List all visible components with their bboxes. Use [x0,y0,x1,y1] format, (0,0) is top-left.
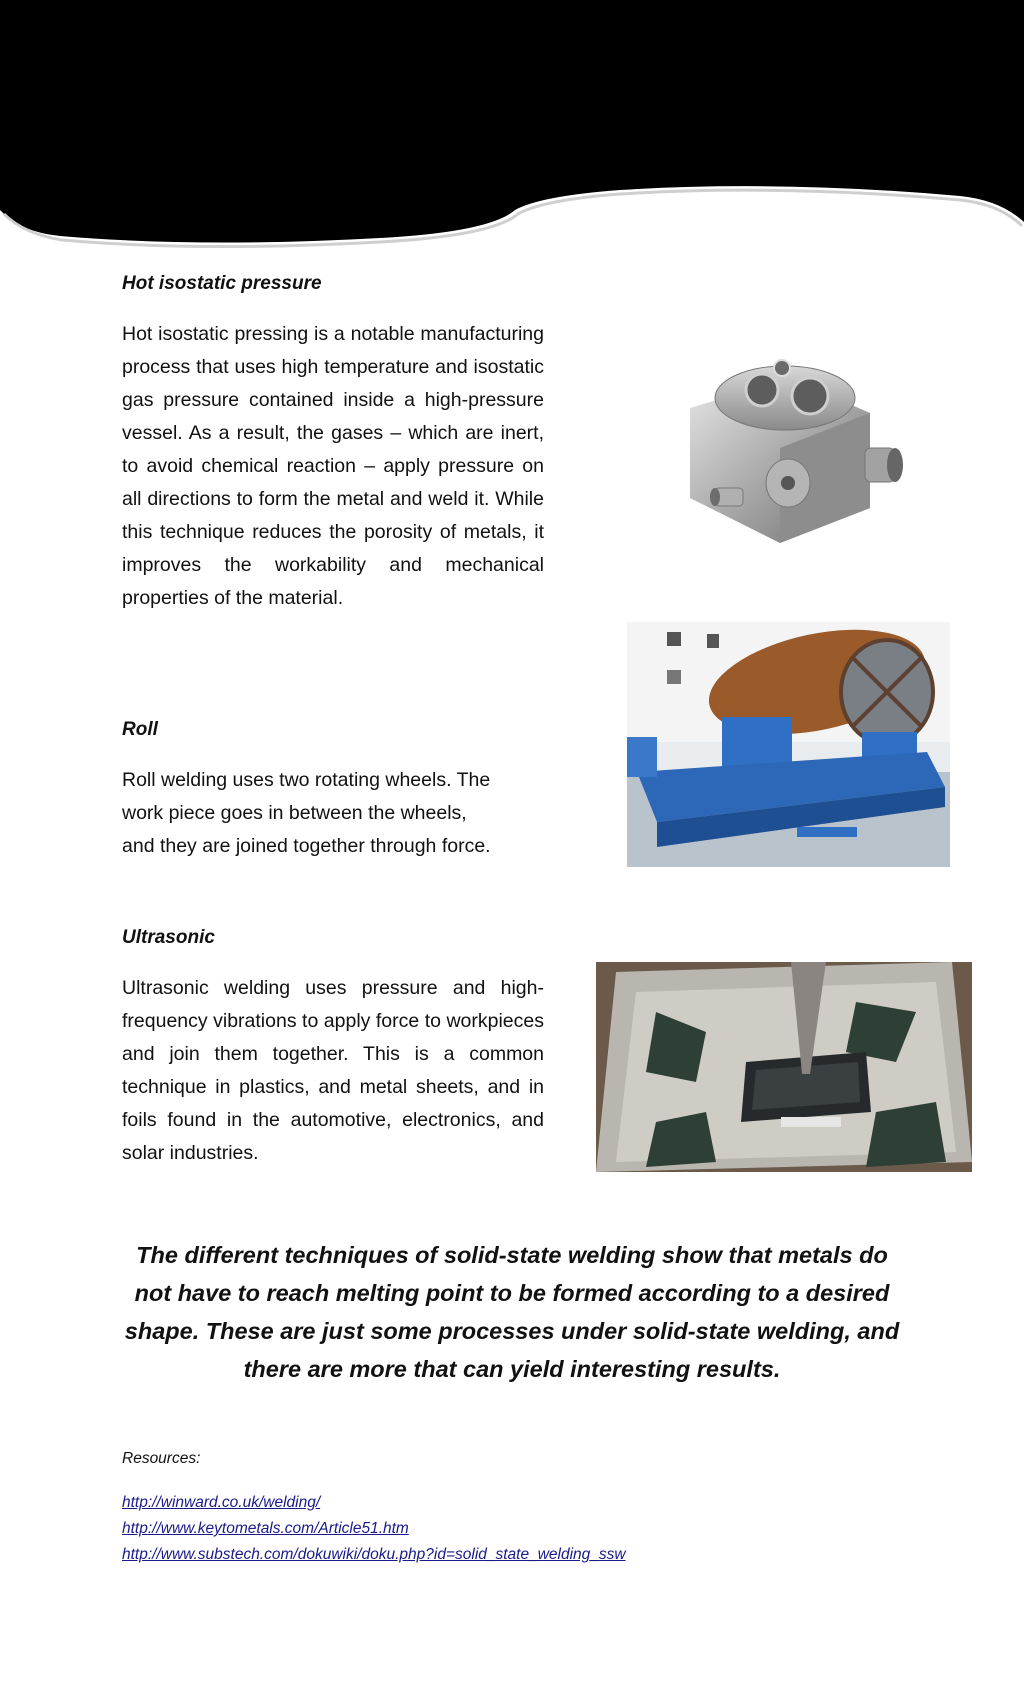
section-body: Hot isostatic pressing is a notable manufacturing process that uses high temperature and isostatic gas pressure contained inside a high-pressure vessel. As a result, the gases – which are inert, to avoid chemical reaction – apply pressure on all directions to form the metal and weld it. While this technique reduces the porosity of metals, it improves the workability and mechanical properties of the material. [122,323,544,609]
section-body [122,764,544,863]
conclusion-text: The different techniques of solid-state welding show that metals do not have to reach melting point to be formed according to a desired shape. These are just some processes under solid-state welding, and there are more that can yield interesting results. [124,1242,900,1382]
resources-label: Resources: [122,1450,201,1467]
resource-link[interactable]: http://www.substech.com/dokuwiki/doku.php?id=solid_state_welding_ssw [122,1546,626,1563]
resources-links [122,1490,626,1568]
body-line: and they are joined together through force. [122,835,491,857]
hip-part-image [670,338,910,558]
section-roll [122,718,544,863]
section-hot-isostatic [122,272,544,615]
roll-welding-image [627,622,950,867]
ultrasonic-welding-image [596,962,972,1172]
header-banner [0,0,1024,250]
resource-link[interactable]: http://www.keytometals.com/Article51.htm [122,1520,409,1537]
resource-link[interactable]: http://winward.co.uk/welding/ [122,1494,321,1511]
section-body: Ultrasonic welding uses pressure and high-frequency vibrations to apply force to workpieces and join them together. This is a common technique in plastics, and metal sheets, and in foils found in the automotive, electronics, and solar industries. [122,977,544,1164]
body-line: work piece goes in between the wheels, [122,802,467,824]
section-title: Hot isostatic pressure [122,273,322,294]
section-title: Roll [122,719,158,740]
body-line: Roll welding uses two rotating wheels. The [122,769,491,791]
section-ultrasonic [122,926,544,1170]
section-title: Ultrasonic [122,927,215,948]
